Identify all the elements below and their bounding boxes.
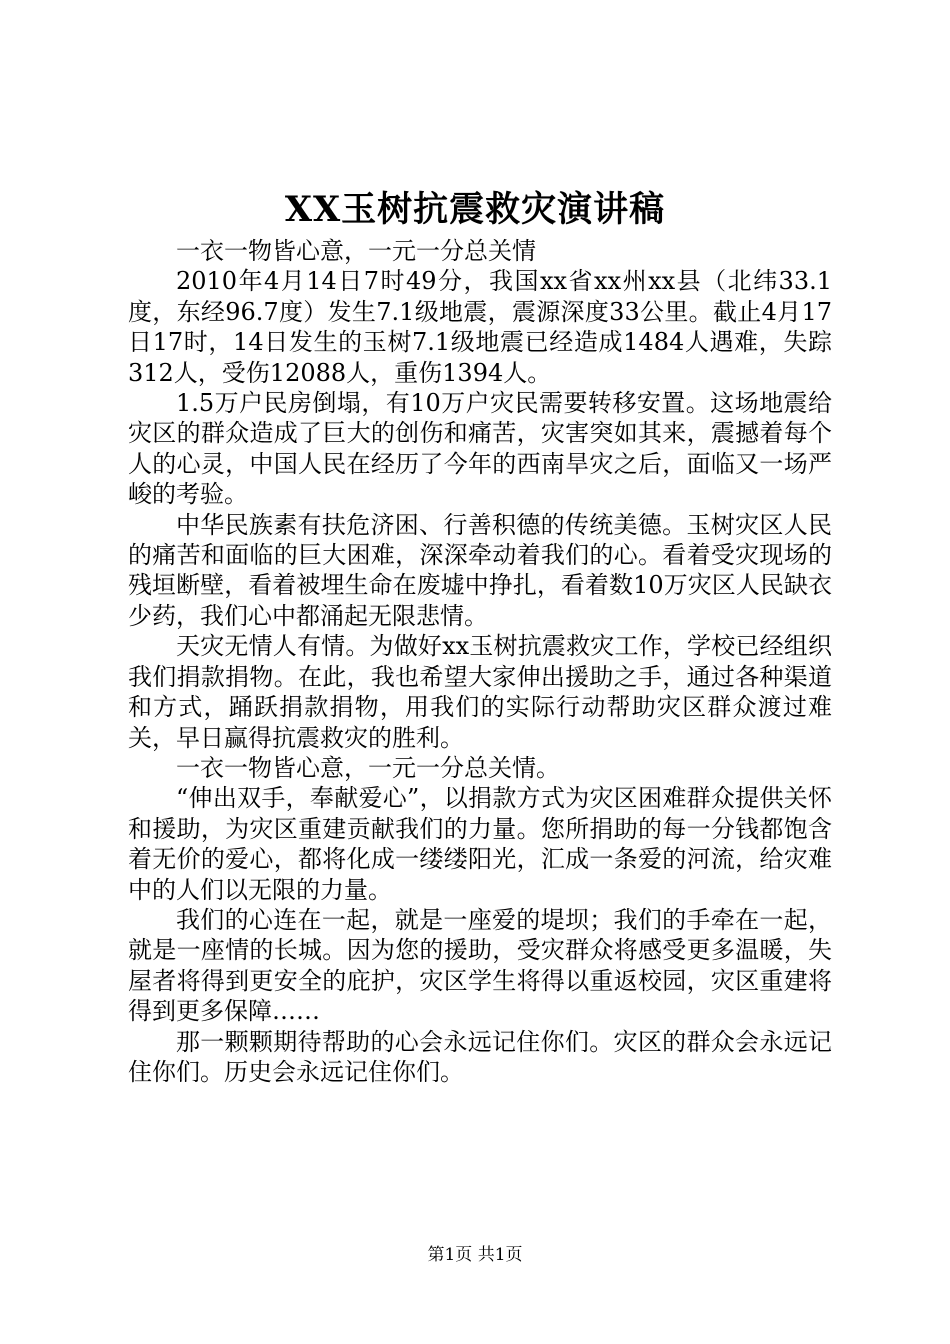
document-title: XX玉树抗震救灾演讲稿 bbox=[284, 189, 666, 230]
paragraph: 2010年4月14日7时49分，我国xx省xx州xx县（北纬33.1度，东经96.7度）发生7.1级地震，震源深度33公里。截止4月17日17时，14日发生的玉树7.1级地震已经造成1484人遇难，失踪312人，受伤12088人，重伤1394人。 bbox=[128, 267, 832, 387]
paragraph: 中华民族素有扶危济困、行善积德的传统美德。玉树灾区人民的痛苦和面临的巨大困难，深深牵动着我们的心。看着受灾现场的残垣断壁，看着被埋生命在废墟中挣扎，看着数10万灾区人民缺衣少药，我们心中都涌起无限悲情。 bbox=[128, 510, 832, 630]
paragraph: 天灾无情人有情。为做好xx玉树抗震救灾工作，学校已经组织我们捐款捐物。在此，我也希望大家伸出援助之手，通过各种渠道和方式，踊跃捐款捐物，用我们的实际行动帮助灾区群众渡过难关，早日赢得抗震救灾的胜利。 bbox=[128, 632, 832, 752]
paragraph: 1.5万户民房倒塌，有10万户灾民需要转移安置。这场地震给灾区的群众造成了巨大的创伤和痛苦，灾害突如其来，震撼着每个人的心灵，中国人民在经历了今年的西南旱灾之后，面临又一场严峻的考验。 bbox=[128, 389, 832, 509]
paragraph: 一衣一物皆心意，一元一分总关情。 bbox=[176, 753, 560, 782]
page-number-footer: 第1页 共1页 bbox=[427, 1245, 523, 1265]
paragraph: “伸出双手，奉献爱心”，以捐款方式为灾区困难群众提供关怀和援助，为灾区重建贡献我们的力量。您所捐助的每一分钱都饱含着无价的爱心，都将化成一缕缕阳光，汇成一条爱的河流，给灾难中的人们以无限的力量。 bbox=[128, 784, 832, 904]
paragraph: 我们的心连在一起，就是一座爱的堤坝；我们的手牵在一起，就是一座情的长城。因为您的援助，受灾群众将感受更多温暖，失屋者将得到更安全的庇护，灾区学生将得以重返校园，灾区重建将得到更多保障…… bbox=[128, 905, 832, 1026]
document-body bbox=[128, 236, 832, 1087]
paragraph: 一衣一物皆心意，一元一分总关情 bbox=[176, 237, 536, 265]
paragraph: 那一颗颗期待帮助的心会永远记住你们。灾区的群众会永远记住你们。历史会永远记住你们。 bbox=[128, 1027, 832, 1086]
